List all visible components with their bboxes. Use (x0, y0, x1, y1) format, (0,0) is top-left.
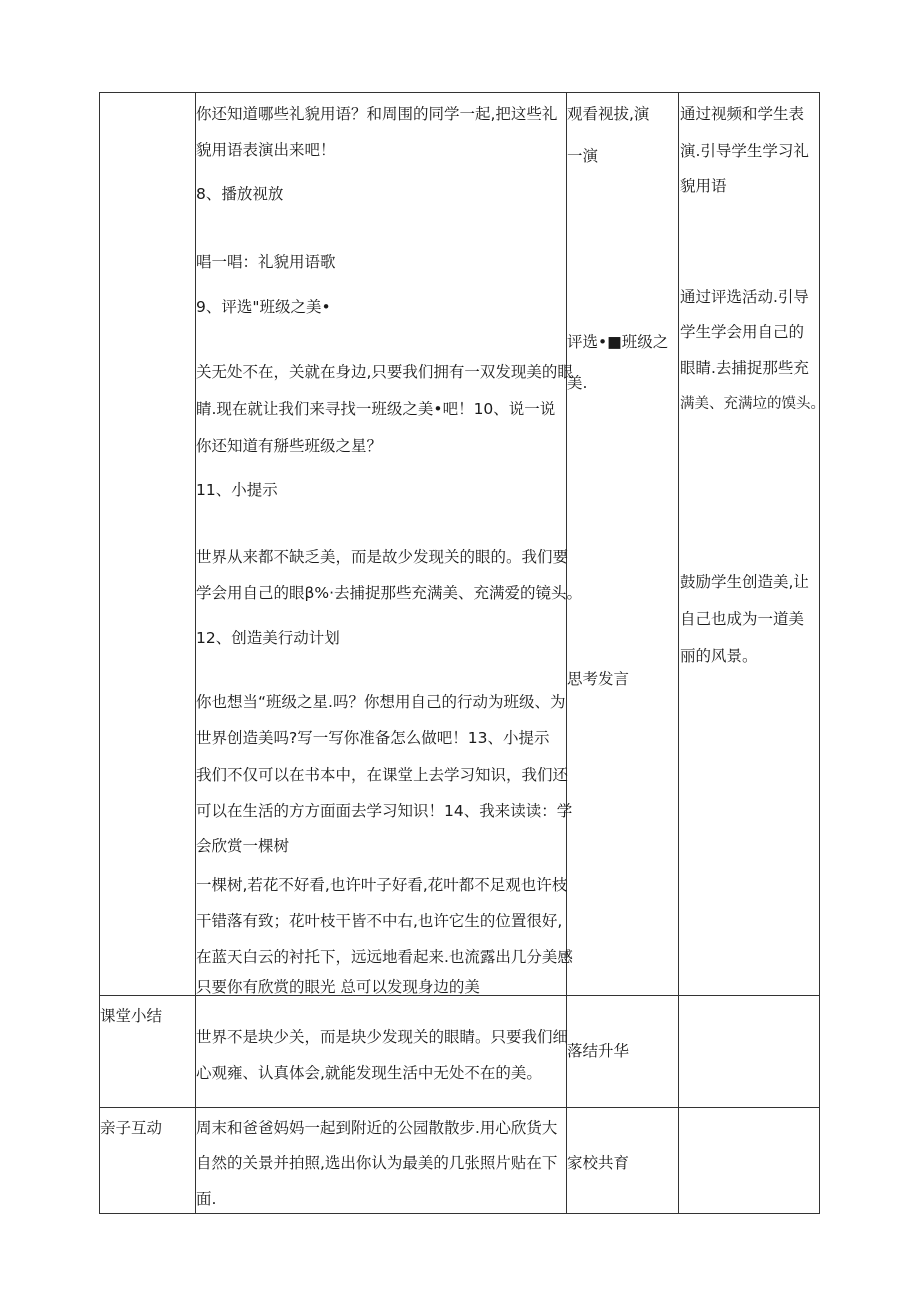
purpose-line: 满美、充满垃的馍头。 (680, 396, 825, 412)
summary-content-line: 世界不是块少关，而是块少发现关的眼睛。只要我们细 (196, 1028, 569, 1046)
summary-content-line: 心观雍、认真体会,就能发现生活中无处不在的美。 (196, 1064, 542, 1082)
content-line: 你还知道有掰些班级之星？ (196, 437, 383, 455)
table-border-right (819, 92, 820, 1214)
content-line: 你也想当“班级之星.吗？你想用自己的行动为班级、为 (196, 693, 566, 711)
row-label-parent: 亲子互动 (100, 1119, 163, 1137)
row-label-summary: 课堂小结 (100, 1007, 163, 1025)
activity-line: 评选•■班级之 (567, 333, 669, 351)
content-line: 11、小提示 (196, 481, 278, 499)
parent-content-line: 自然的关景并拍照,选出你认为最美的几张照片贴在下 (196, 1154, 558, 1172)
purpose-line: 通过评选活动.引导 (680, 288, 809, 306)
purpose-line: 丽的风景。 (680, 647, 758, 665)
content-line: 干错落有致；花叶枝干皆不中右,也许它生的位置很好, (196, 912, 563, 930)
parent-activity: 家校共育 (567, 1154, 630, 1172)
summary-activity: 落结升华 (567, 1042, 630, 1060)
activity-line: 思考发言 (567, 670, 630, 688)
purpose-line: 演.引导学生学习礼 (680, 142, 809, 160)
table-divider-3 (678, 92, 679, 1214)
purpose-line: 自己也成为一道美 (680, 610, 805, 628)
content-line: 12、创造美行动计划 (196, 629, 340, 647)
content-line: 世界创造美吗?写一写你准备怎么做吧！13、小提示 (196, 729, 550, 747)
row-divider-summary (99, 995, 820, 996)
purpose-line: 学生学会用自己的 (680, 323, 805, 341)
content-line: 学会用自己的眼β%·去捕捉那些充满美、充满爱的镜头。 (196, 584, 583, 602)
content-line: 世界从来都不缺乏美，而是故少发现关的眼的。我们要 (196, 548, 569, 566)
table-border-top (99, 92, 820, 93)
activity-line: 一演 (567, 147, 599, 165)
content-line: 8、播放视放 (196, 185, 284, 203)
content-line: 会欣赏一棵树 (196, 837, 290, 855)
content-line: 在蓝天白云的衬托下，远远地看起来.也流露出几分美感 (196, 948, 573, 966)
content-line: 关无处不在，关就在身边,只要我们拥有一双发现美的眼 (196, 363, 573, 381)
activity-line: 观看视拔,演 (567, 105, 650, 123)
content-line: 貌用语表演出来吧！ (196, 141, 336, 159)
row-divider-parent (99, 1107, 820, 1108)
purpose-line: 通过视频和学生表 (680, 105, 805, 123)
activity-line: 美. (567, 374, 588, 392)
purpose-line: 眼睛.去捕捉那些充 (680, 359, 809, 377)
table-border-left (99, 92, 100, 1214)
content-line: 9、评选"班级之美• (196, 298, 331, 316)
parent-content-line: 周末和爸爸妈妈一起到附近的公园散散步.用心欣货大 (196, 1119, 558, 1137)
content-line-clipped (196, 972, 566, 994)
content-line: 只要你有欣赏的眼光 总可以发现身边的美 (196, 978, 480, 994)
content-line: 可以在生活的方方面面去学习知识！14、我来读读：学 (196, 802, 573, 820)
content-line: 睛.现在就让我们来寻找一班级之美•吧！10、说一说 (196, 400, 556, 418)
content-line: 你还知道哪些礼貌用语？和周围的同学一起,把这些礼 (196, 105, 558, 123)
content-line: 唱一唱：礼貌用语歌 (196, 253, 336, 271)
content-line: 我们不仅可以在书本中，在课堂上去学习知识，我们还 (196, 766, 569, 784)
purpose-line: 鼓励学生创造美,让 (680, 573, 809, 591)
content-line: 一棵树,若花不好看,也许叶子好看,花叶都不足观也许枝 (196, 876, 568, 894)
parent-content-line: 面. (196, 1190, 217, 1208)
table-border-bottom (99, 1213, 820, 1214)
purpose-line: 貌用语 (680, 177, 727, 195)
